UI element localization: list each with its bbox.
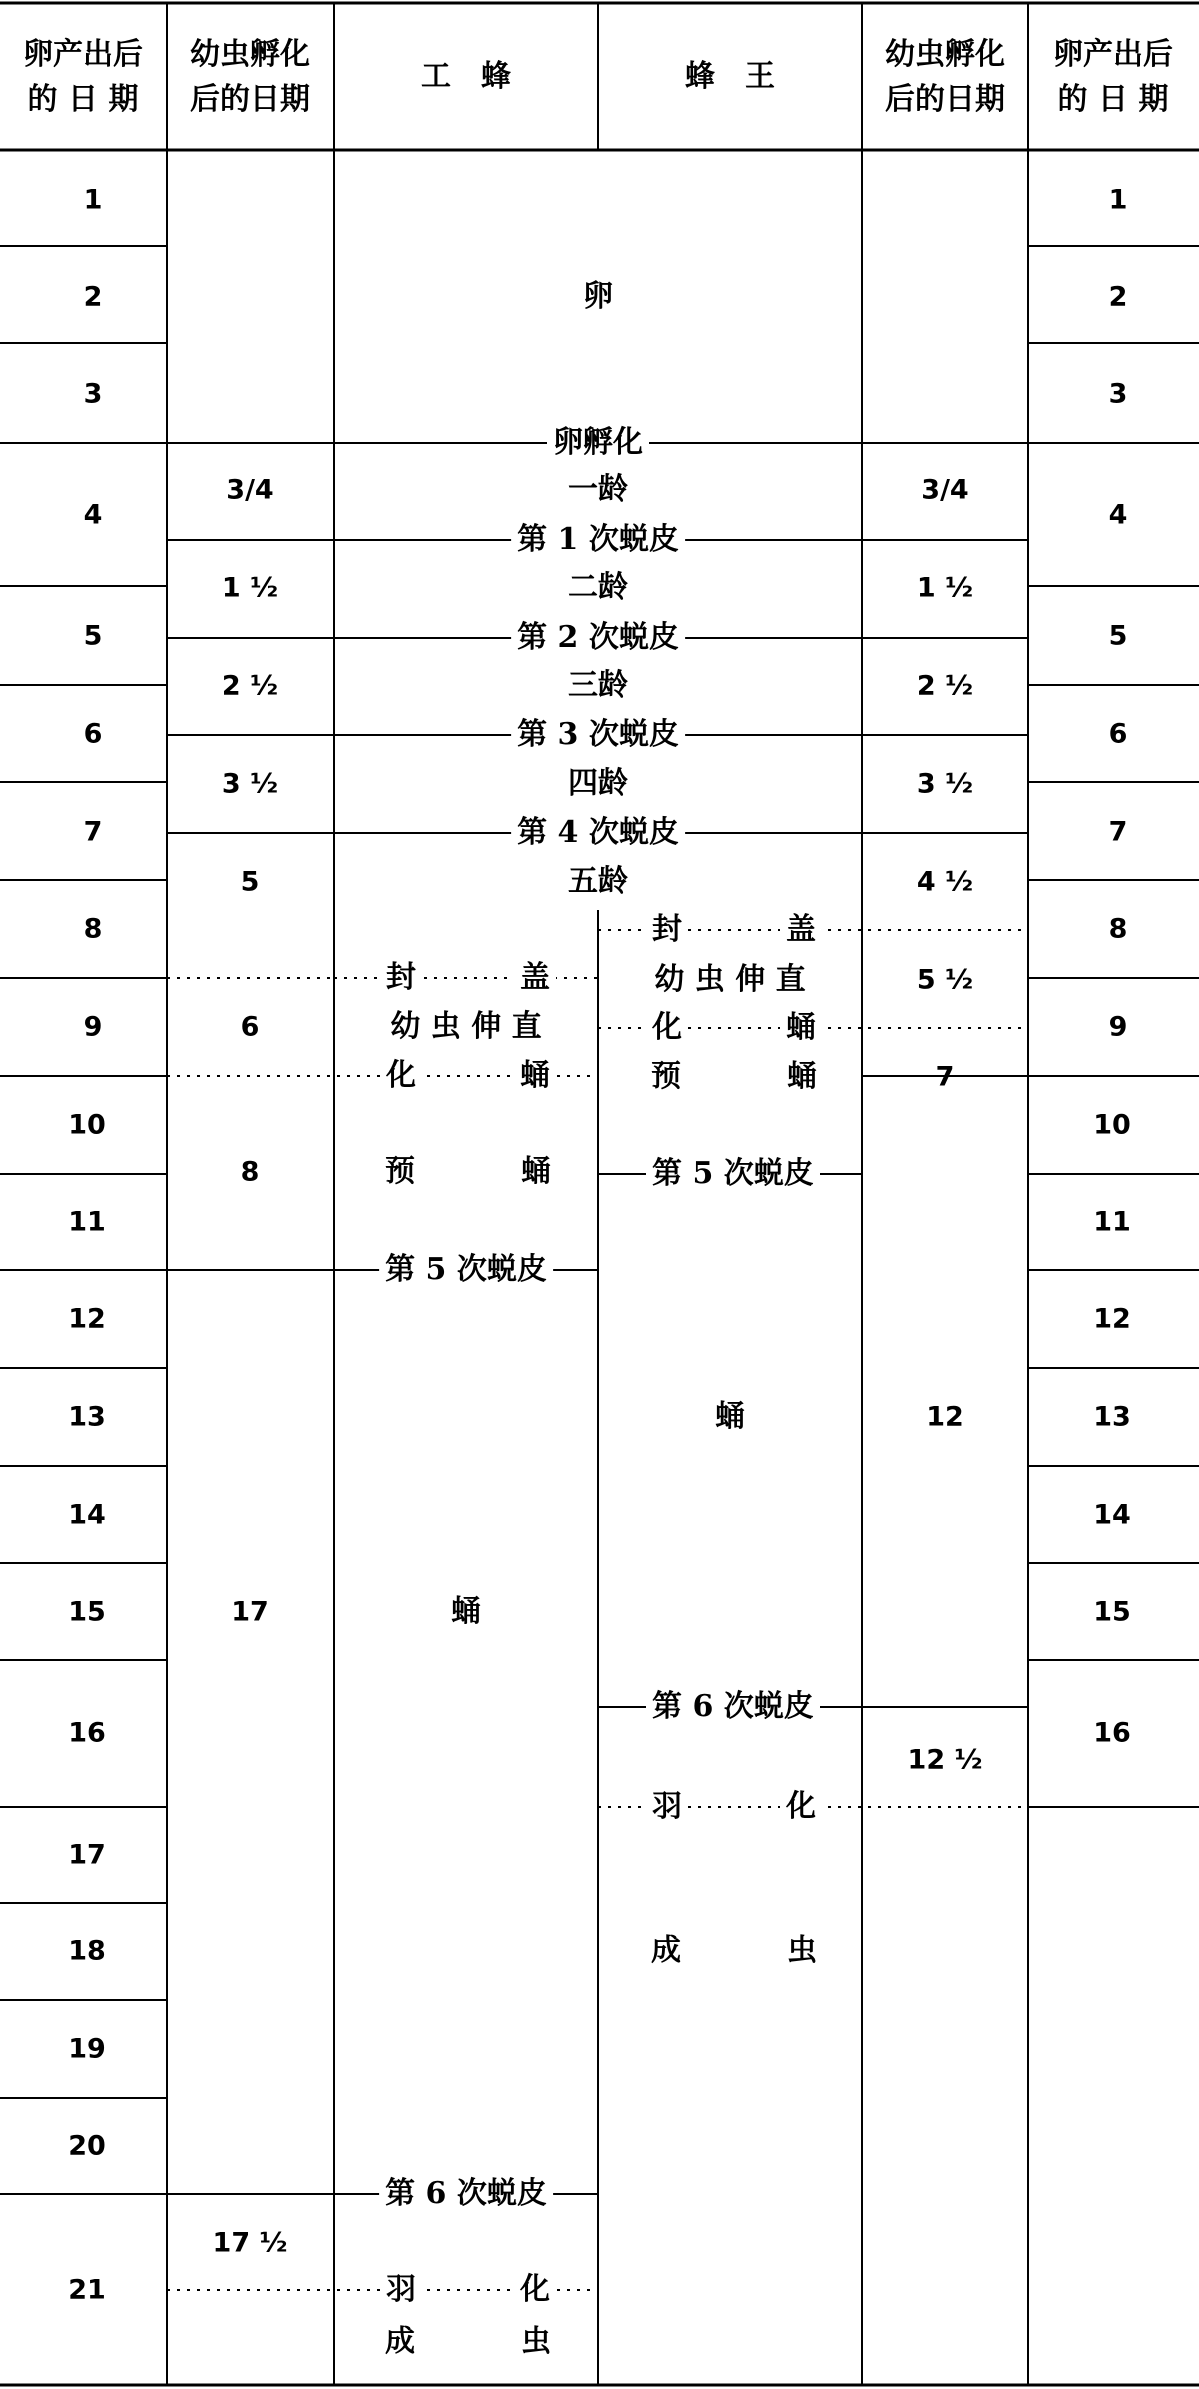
worker-larva-day: 17	[231, 1596, 269, 1628]
worker-larva-day: 3/4	[226, 474, 274, 506]
worker-larva-day: 1 ½	[221, 572, 279, 604]
worker-day-13: 13	[68, 1401, 106, 1433]
stage-molt-3: 第 3 次蜕皮	[511, 720, 685, 750]
queen-day-11: 11	[1093, 1206, 1131, 1238]
queen-emerge-b: 化	[780, 1792, 822, 1822]
stage-instar-5: 五龄	[568, 864, 628, 899]
queen-day-12: 12	[1093, 1303, 1131, 1335]
worker-day-18: 18	[68, 1935, 106, 1967]
worker-pupate-b: 蛹	[514, 1061, 556, 1091]
worker-day-10: 10	[68, 1109, 106, 1141]
worker-day-8: 8	[83, 913, 103, 945]
queen-larva-day: 2 ½	[916, 670, 974, 702]
queen-day-8: 8	[1108, 913, 1128, 945]
queen-day-9: 9	[1108, 1011, 1128, 1043]
stage-egg: 卵	[583, 279, 613, 314]
worker-day-2: 2	[83, 281, 103, 313]
queen-capped-b: 盖	[780, 915, 822, 945]
worker-stretch: 幼 虫 伸 直	[390, 1009, 542, 1044]
header-egg-day-line1: 卵产出后	[23, 37, 143, 72]
worker-day-19: 19	[68, 2033, 106, 2065]
stage-instar-2: 二龄	[562, 573, 634, 603]
worker-larva-day: 6	[240, 1011, 260, 1043]
worker-day-1: 1	[83, 184, 103, 216]
queen-adult-b: 虫	[787, 1933, 817, 1968]
stage-instar-3: 三龄	[568, 668, 628, 703]
worker-day-21: 21	[68, 2274, 106, 2306]
worker-larva-day: 17 ½	[212, 2227, 288, 2259]
queen-day-5: 5	[1108, 620, 1128, 652]
worker-day-6: 6	[83, 718, 103, 750]
stage-hatch: 卵孵化	[547, 428, 649, 458]
worker-day-16: 16	[68, 1717, 106, 1749]
queen-day-3: 3	[1108, 378, 1128, 410]
header-larva-day-line2: 后的日期	[190, 82, 310, 117]
queen-larva-day: 5 ½	[916, 964, 974, 996]
worker-emerge-a: 羽	[380, 2275, 422, 2305]
worker-pupate-a: 化	[380, 1061, 422, 1091]
stage-molt-1: 第 1 次蜕皮	[511, 525, 685, 555]
worker-pupa: 蛹	[451, 1594, 481, 1629]
queen-capped-a: 封	[646, 915, 688, 945]
header-queen-larva-day-line2: 后的日期	[885, 82, 1005, 117]
queen-day-6: 6	[1108, 718, 1128, 750]
queen-prepupa-a: 预	[651, 1059, 681, 1094]
header-queen: 蜂 王	[685, 59, 775, 94]
worker-day-7: 7	[83, 816, 103, 848]
worker-larva-day: 3 ½	[221, 768, 279, 800]
queen-day-10: 10	[1093, 1109, 1131, 1141]
queen-pupate-b: 蛹	[780, 1013, 822, 1043]
queen-larva-day: 3/4	[921, 474, 969, 506]
queen-day-15: 15	[1093, 1596, 1131, 1628]
queen-day-2: 2	[1108, 281, 1128, 313]
header-queen-larva-day-line1: 幼虫孵化	[885, 37, 1005, 72]
queen-day-14: 14	[1093, 1499, 1131, 1531]
worker-capped-a: 封	[380, 963, 422, 993]
worker-day-17: 17	[68, 1839, 106, 1871]
queen-larva-day: 7	[935, 1061, 955, 1093]
worker-larva-day: 2 ½	[221, 670, 279, 702]
stage-molt-2: 第 2 次蜕皮	[511, 623, 685, 653]
queen-day-7: 7	[1108, 816, 1128, 848]
worker-day-3: 3	[83, 378, 103, 410]
worker-adult-b: 虫	[521, 2324, 551, 2359]
queen-day-16: 16	[1093, 1717, 1131, 1749]
stage-instar-4: 四龄	[568, 766, 628, 801]
worker-day-20: 20	[68, 2130, 106, 2162]
queen-day-13: 13	[1093, 1401, 1131, 1433]
stage-molt-4: 第 4 次蜕皮	[511, 818, 685, 848]
header-worker: 工 蜂	[421, 59, 511, 94]
queen-prepupa-b: 蛹	[787, 1059, 817, 1094]
worker-day-11: 11	[68, 1206, 106, 1238]
queen-molt-5: 第 5 次蜕皮	[646, 1159, 820, 1189]
worker-prepupa-b: 蛹	[521, 1154, 551, 1189]
worker-larva-day: 5	[240, 866, 260, 898]
worker-day-14: 14	[68, 1499, 106, 1531]
queen-larva-day: 3 ½	[916, 768, 974, 800]
worker-larva-day: 8	[240, 1156, 260, 1188]
queen-larva-day: 12	[926, 1401, 964, 1433]
header-queen-egg-day-line1: 卵产出后	[1053, 37, 1173, 72]
header-queen-egg-day-line2: 的 日 期	[1057, 82, 1169, 117]
worker-emerge-b: 化	[514, 2275, 556, 2305]
stage-instar-1: 一龄	[568, 472, 628, 507]
header-larva-day-line1: 幼虫孵化	[190, 37, 310, 72]
worker-day-9: 9	[83, 1011, 103, 1043]
queen-larva-day: 12 ½	[907, 1744, 983, 1776]
worker-molt-6: 第 6 次蜕皮	[379, 2179, 553, 2209]
worker-molt-5: 第 5 次蜕皮	[379, 1255, 553, 1285]
queen-larva-day: 4 ½	[916, 866, 974, 898]
queen-day-4: 4	[1108, 499, 1128, 531]
queen-molt-6: 第 6 次蜕皮	[646, 1692, 820, 1722]
worker-capped-b: 盖	[514, 963, 556, 993]
worker-prepupa-a: 预	[385, 1154, 415, 1189]
worker-day-4: 4	[83, 499, 103, 531]
queen-pupa: 蛹	[715, 1399, 745, 1434]
worker-day-15: 15	[68, 1596, 106, 1628]
worker-adult-a: 成	[385, 2324, 415, 2359]
queen-stretch: 幼 虫 伸 直	[654, 962, 806, 997]
queen-day-1: 1	[1108, 184, 1128, 216]
queen-larva-day: 1 ½	[916, 572, 974, 604]
header-egg-day-line2: 的 日 期	[27, 82, 139, 117]
queen-emerge-a: 羽	[646, 1792, 688, 1822]
queen-adult-a: 成	[651, 1933, 681, 1968]
worker-day-5: 5	[83, 620, 103, 652]
worker-day-12: 12	[68, 1303, 106, 1335]
queen-pupate-a: 化	[646, 1013, 688, 1043]
